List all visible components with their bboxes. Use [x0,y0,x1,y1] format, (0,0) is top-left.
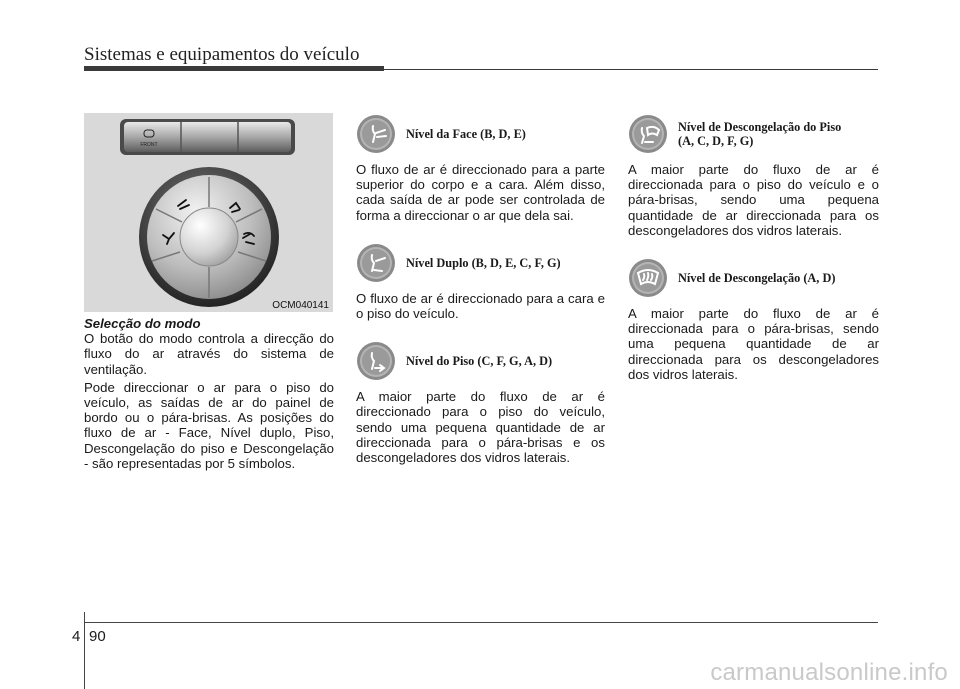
mode-bilevel-desc: O fluxo de ar é direccionado para a cara e o piso do veículo. [356,290,605,322]
mode-floor-desc: A maior parte do fluxo de ar é direccionado para o piso do veículo, sendo uma pequena quantidade de ar direccionada para o pára-brisas e os descongeladores dos vidros laterais. [356,389,605,466]
mode-floor-defrost-title-line1: Nível de Descongelação do Piso [678,120,842,134]
floor-defrost-icon [628,114,668,154]
column-3 [628,112,879,382]
column-2 [356,112,605,465]
page-number: 90 [89,628,106,645]
column-1 [84,316,334,471]
figure-code: OCM040141 [272,300,329,311]
mode-face-block [356,112,605,223]
front-button-label: FRONT [140,142,158,148]
mode-floor-defrost-desc: A maior parte do fluxo de ar é direccionada para o piso do veículo e o pára-brisas, sendo uma pequena quantidade de ar direccionada para os descongeladores dos vidros laterais. [628,162,879,238]
header-rule-thick [84,66,384,71]
bilevel-vent-icon [356,243,396,283]
section-title: Selecção do modo [84,316,201,331]
page-header-title: Sistemas e equipamentos do veículo [84,44,360,65]
watermark: carmanualsonline.info [710,659,948,686]
chapter-number: 4 [72,628,81,645]
mode-defrost-desc: A maior parte do fluxo de ar é direccionada para o pára-brisas, sendo uma pequena quantidade de ar direccionada para os descongeladores dos vidros laterais. [628,306,879,382]
mode-knob-illustration [84,113,333,312]
mode-floor-title: Nível do Piso (C, F, G, A, D) [406,354,553,369]
knob-center [180,208,238,266]
mode-face-title: Nível da Face (B, D, E) [406,127,526,141]
mode-bilevel-block [356,241,605,321]
mode-floor-defrost-title [678,120,841,148]
mode-floor-block [356,339,605,465]
footer-rule-vertical [84,612,85,689]
mode-knob-figure [84,113,333,312]
mode-bilevel-title: Nível Duplo (B, D, E, C, F, G) [406,255,561,270]
mode-floor-defrost-title-line2: (A, C, D, F, G) [678,134,754,148]
floor-vent-icon [356,341,396,381]
mode-face-desc: O fluxo de ar é direccionado para a parte superior do corpo e a cara. Além disso, cada saída de ar pode ser controlada de forma a direccionar o ar que dela sai. [356,162,605,223]
mode-defrost-title: Nível de Descongelação (A, D) [678,271,836,286]
paragraph-positions: Pode direccionar o ar para o piso do veículo, as saídas de ar do painel de bordo ou o pára-brisas. As posições do fluxo de ar - Face, Nível duplo, Piso, Descongelação do piso e Descongelação - são representadas por 5 símbolos. [84,379,334,471]
defrost-icon [628,258,668,298]
paragraph-intro: O botão do modo controla a direcção do fluxo do ar através do sistema de ventilação. [84,331,334,377]
face-vent-icon [356,114,396,154]
footer-rule-horizontal [84,622,878,623]
mode-floor-defrost-block [628,112,879,238]
header-rule-thin [384,69,878,70]
mode-defrost-block [628,256,879,382]
